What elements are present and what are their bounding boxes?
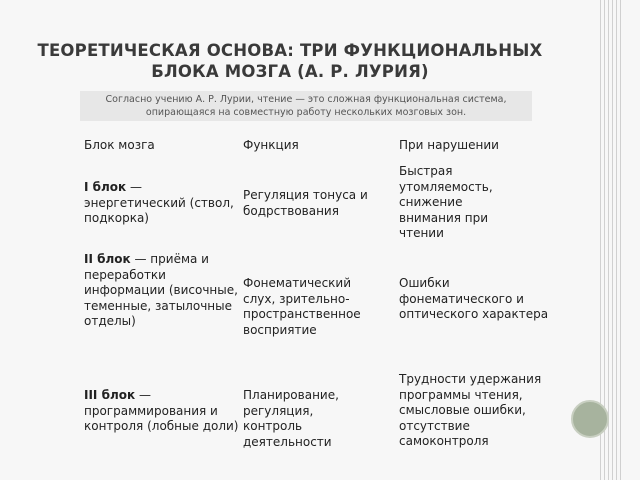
subtitle-box: Согласно учению А. Р. Лурии, чтение — это сложная функциональная система, опирающаяся на совместную работу нескольких мозговых зон.	[80, 91, 532, 121]
row-2-block-name: II блок	[84, 252, 131, 266]
row-2-block-desc: — приёма и переработки информации (височные, теменные, затылочные отделы)	[84, 252, 238, 328]
row-2-disorder: Ошибки фонематического и оптического характера	[399, 276, 549, 321]
row-1-block	[84, 180, 244, 227]
row-3-block	[84, 388, 244, 435]
row-1-block-name: I блок	[84, 180, 127, 194]
row-3-block-desc: — программирования и контроля (лобные доли)	[84, 388, 239, 433]
header-disorder: При нарушении	[399, 138, 499, 152]
row-2-function: Фонематический слух, зрительно-пространственное восприятие	[243, 276, 361, 337]
header-function: Функция	[243, 138, 299, 152]
header-block: Блок мозга	[84, 138, 155, 152]
row-1-disorder: Быстрая утомляемость, снижение внимания при чтении	[399, 164, 493, 240]
row-1-block-desc: — энергетический (ствол, подкорка)	[84, 180, 234, 225]
row-3-block-name: III блок	[84, 388, 136, 402]
row-1-function: Регуляция тонуса и бодрствования	[243, 188, 368, 218]
row-3-disorder: Трудности удержания программы чтения, смысловые ошибки, отсутствие самоконтроля	[399, 372, 542, 448]
row-3-function: Планирование, регуляция, контроль деятельности	[243, 388, 339, 449]
circle-icon[interactable]	[571, 400, 609, 438]
row-2-block	[84, 252, 244, 330]
page-title: ТЕОРЕТИЧЕСКАЯ ОСНОВА: ТРИ ФУНКЦИОНАЛЬНЫХ БЛОКА МОЗГА (А. Р. ЛУРИЯ)	[37, 41, 543, 81]
